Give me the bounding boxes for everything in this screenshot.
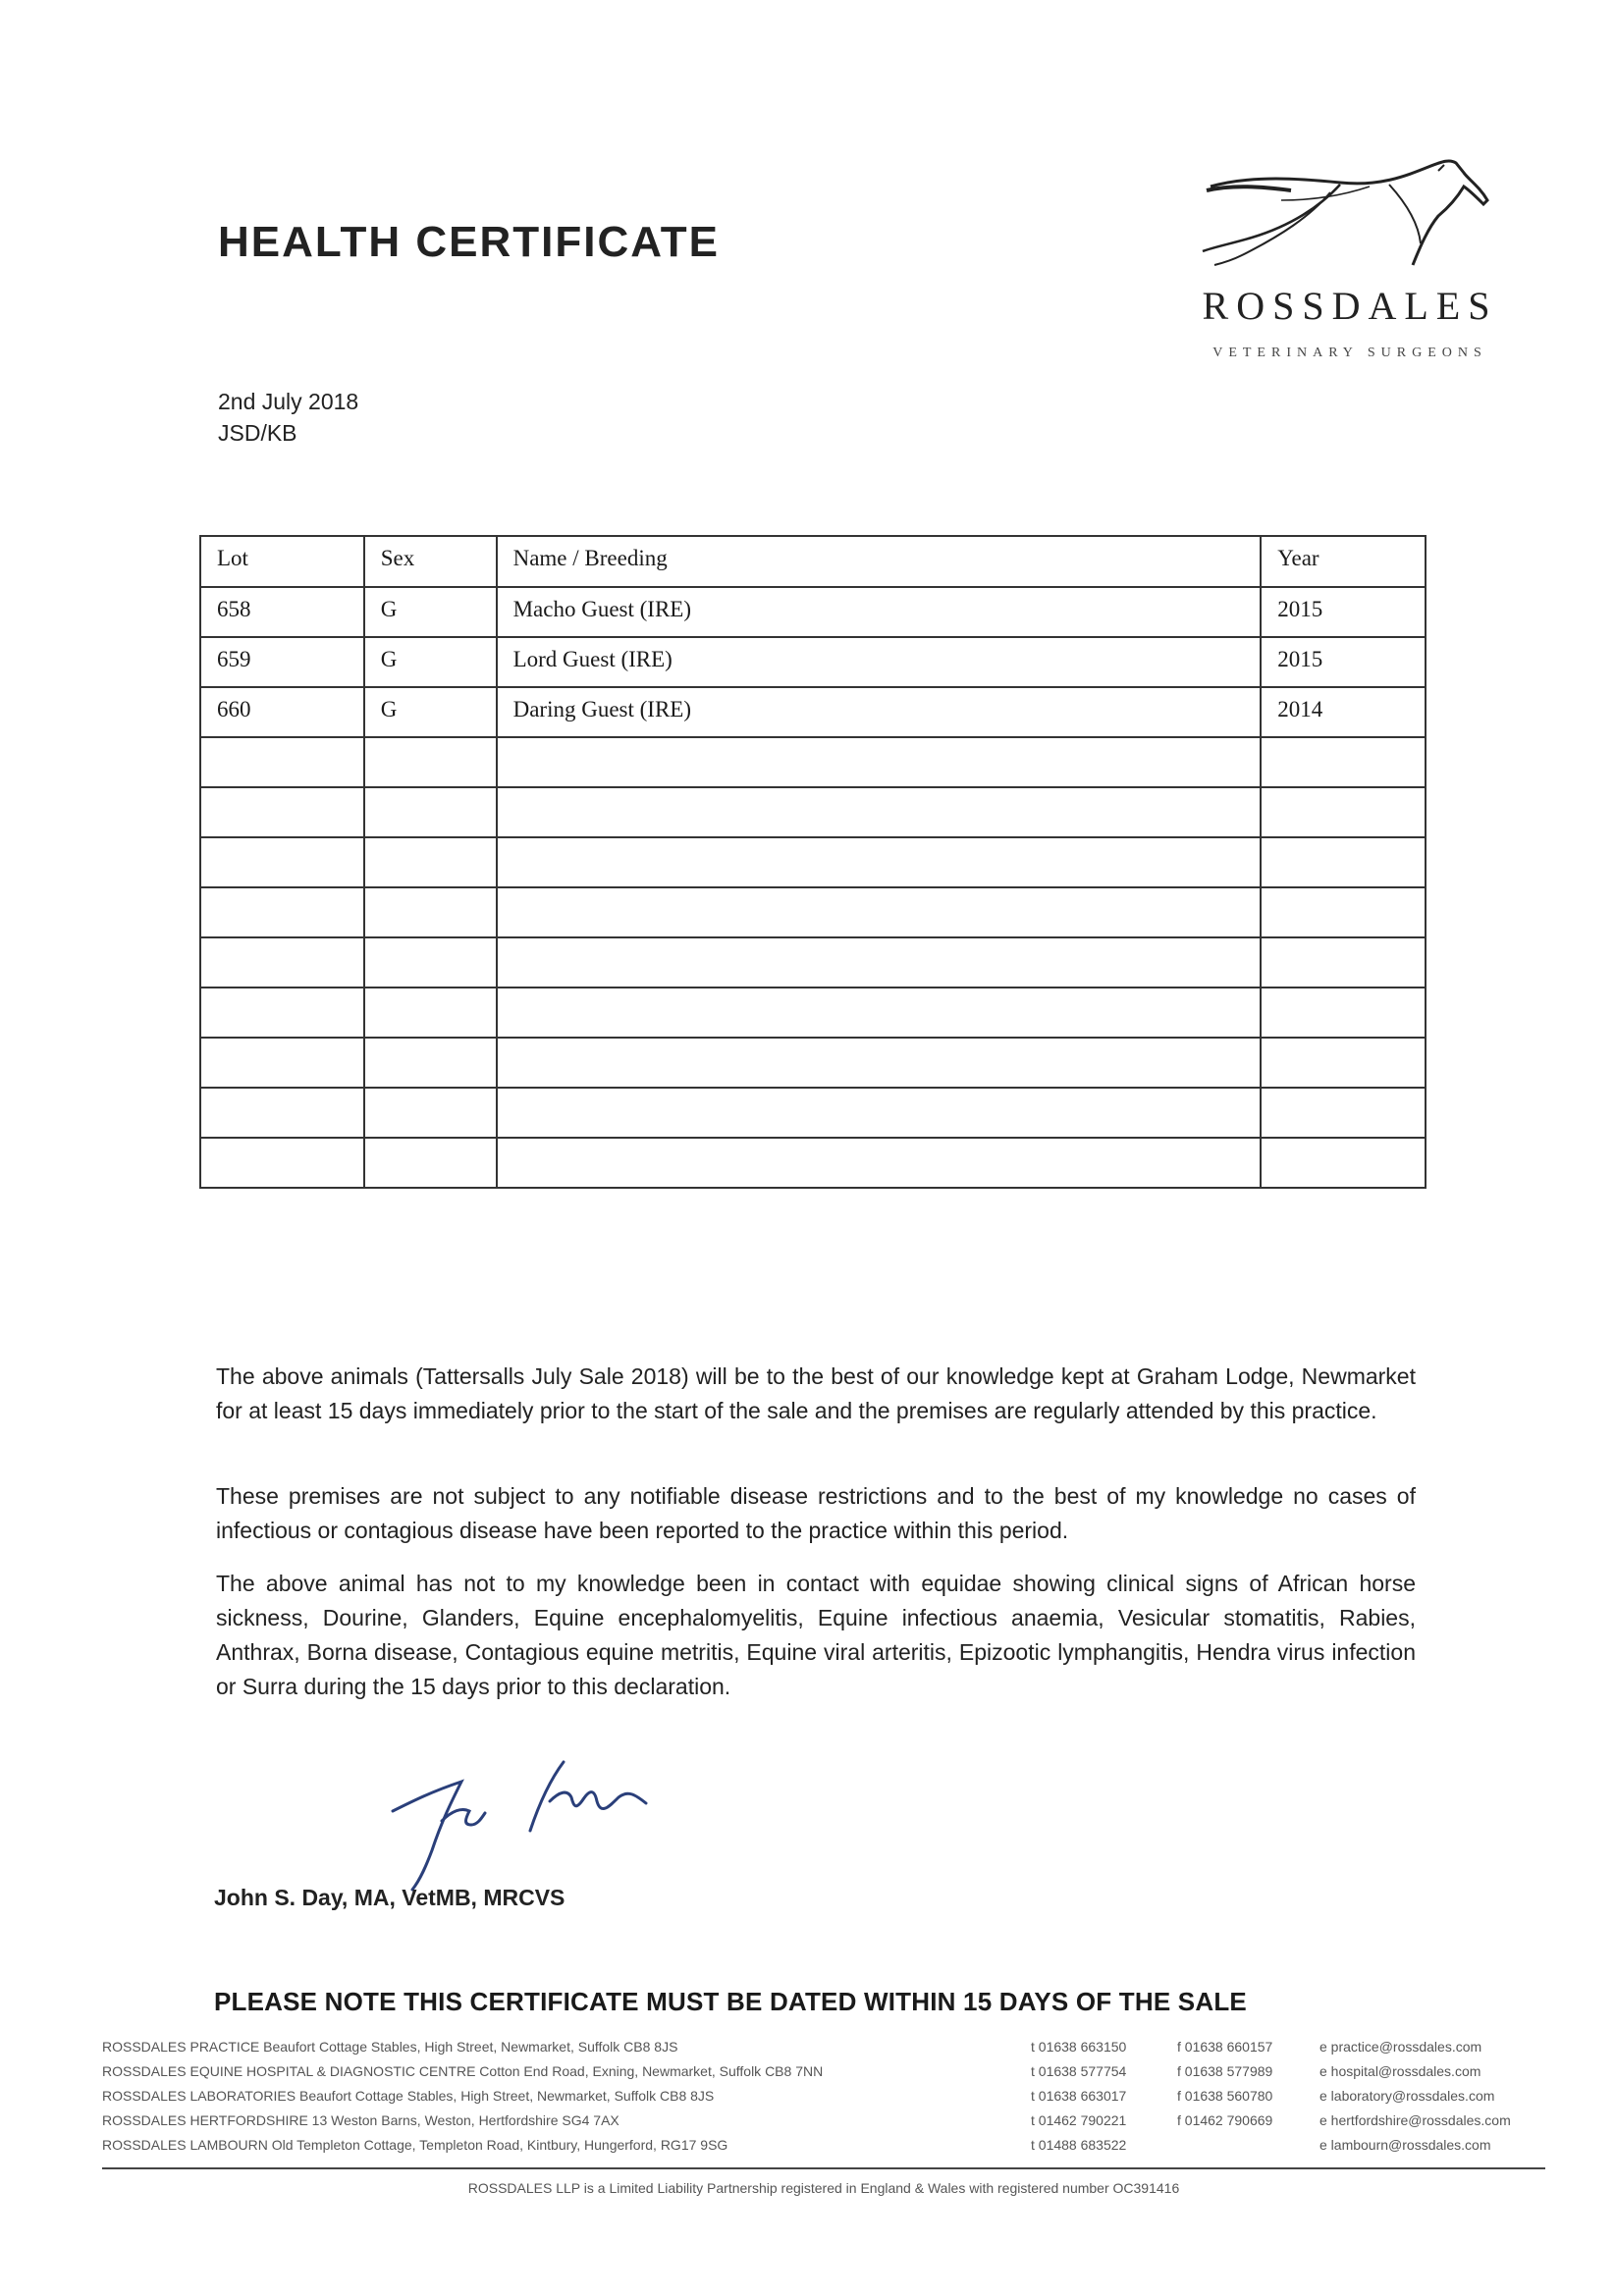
contact-fax: f 01462 790669 xyxy=(1177,2112,1273,2128)
contact-email: e practice@rossdales.com xyxy=(1319,2039,1482,2055)
legal-footer: ROSSDALES LLP is a Limited Liability Partnership registered in England & Wales with registered number OC391416 xyxy=(467,2180,1180,2196)
contact-telephone: t 01638 577754 xyxy=(1031,2063,1127,2079)
cell-year: 2014 xyxy=(1261,687,1426,737)
cell-name: Daring Guest (IRE) xyxy=(497,687,1262,737)
horse-logo-icon xyxy=(1193,157,1507,285)
cell-lot: 660 xyxy=(200,687,364,737)
header-name-breeding: Name / Breeding xyxy=(497,536,1262,587)
cell-year xyxy=(1261,988,1426,1038)
logo-wordmark: ROSSDALES xyxy=(1202,284,1498,328)
certificate-title: HEALTH CERTIFICATE xyxy=(218,218,720,266)
cell-sex: G xyxy=(364,587,497,637)
cell-year: 2015 xyxy=(1261,637,1426,687)
cell-sex xyxy=(364,1038,497,1088)
cell-lot xyxy=(200,737,364,787)
contact-row xyxy=(102,2063,1545,2088)
cell-lot: 658 xyxy=(200,587,364,637)
contact-telephone: t 01488 683522 xyxy=(1031,2137,1127,2153)
cell-lot xyxy=(200,837,364,887)
contact-address: ROSSDALES LAMBOURN Old Templeton Cottage, Templeton Road, Kintbury, Hungerford, RG17 9SG xyxy=(102,2137,728,2153)
contact-email: e hertfordshire@rossdales.com xyxy=(1319,2112,1511,2128)
contact-fax: f 01638 560780 xyxy=(1177,2088,1273,2104)
dating-notice: PLEASE NOTE THIS CERTIFICATE MUST BE DATED WITHIN 15 DAYS OF THE SALE xyxy=(214,1987,1247,2016)
footer-divider xyxy=(102,2167,1545,2169)
logo-subtitle: VETERINARY SURGEONS xyxy=(1212,346,1487,360)
cell-year xyxy=(1261,887,1426,937)
cell-sex: G xyxy=(364,637,497,687)
contact-list xyxy=(102,2039,1545,2162)
cell-sex xyxy=(364,937,497,988)
cell-lot: 659 xyxy=(200,637,364,687)
cell-year: 2015 xyxy=(1261,587,1426,637)
cell-lot xyxy=(200,787,364,837)
contact-telephone: t 01638 663150 xyxy=(1031,2039,1127,2055)
cell-sex xyxy=(364,737,497,787)
table-row xyxy=(200,1038,1426,1088)
contact-row xyxy=(102,2112,1545,2137)
contact-telephone: t 01638 663017 xyxy=(1031,2088,1127,2104)
cell-year xyxy=(1261,737,1426,787)
cell-lot xyxy=(200,1088,364,1138)
table-row xyxy=(200,1088,1426,1138)
cell-lot xyxy=(200,1138,364,1188)
declaration-paragraph-premises: The above animals (Tattersalls July Sale 2018) will be to the best of our knowledge kept at Graham Lodge, Newmarket for at least 15 days immediately prior to the start of the sale and the premises are regularly attended by this practice. xyxy=(216,1363,1416,1423)
cell-year xyxy=(1261,837,1426,887)
contact-address: ROSSDALES HERTFORDSHIRE 13 Weston Barns, Weston, Hertfordshire SG4 7AX xyxy=(102,2112,619,2128)
header-sex: Sex xyxy=(364,536,497,587)
contact-row xyxy=(102,2039,1545,2063)
table-row xyxy=(200,637,1426,687)
cell-year xyxy=(1261,937,1426,988)
cell-year xyxy=(1261,1038,1426,1088)
cell-lot xyxy=(200,1038,364,1088)
contact-telephone: t 01462 790221 xyxy=(1031,2112,1127,2128)
table-row xyxy=(200,587,1426,637)
cell-sex xyxy=(364,1088,497,1138)
table-row xyxy=(200,1138,1426,1188)
table-row xyxy=(200,887,1426,937)
declaration-paragraph-restrictions: These premises are not subject to any notifiable disease restrictions and to the best of my knowledge no cases of infectious or contagious disease have been reported to the practice within this period. xyxy=(216,1483,1416,1543)
cell-name: Lord Guest (IRE) xyxy=(497,637,1262,687)
cell-sex xyxy=(364,787,497,837)
signatory-name: John S. Day, MA, VetMB, MRCVS xyxy=(214,1885,565,1910)
contact-address: ROSSDALES EQUINE HOSPITAL & DIAGNOSTIC CENTRE Cotton End Road, Exning, Newmarket, Suffolk CB8 7NN xyxy=(102,2063,824,2079)
cell-sex xyxy=(364,988,497,1038)
cell-name: Macho Guest (IRE) xyxy=(497,587,1262,637)
cell-sex xyxy=(364,1138,497,1188)
cell-name xyxy=(497,787,1262,837)
cell-name xyxy=(497,887,1262,937)
table-row xyxy=(200,787,1426,837)
cell-year xyxy=(1261,1088,1426,1138)
cell-name xyxy=(497,1088,1262,1138)
rossdales-logo xyxy=(1193,157,1507,368)
contact-row xyxy=(102,2088,1545,2112)
contact-email: e laboratory@rossdales.com xyxy=(1319,2088,1495,2104)
table-row xyxy=(200,937,1426,988)
certificate-date: 2nd July 2018 xyxy=(218,389,359,414)
cell-year xyxy=(1261,787,1426,837)
contact-email: e hospital@rossdales.com xyxy=(1319,2063,1481,2079)
table-row xyxy=(200,737,1426,787)
declaration-paragraph-diseases: The above animal has not to my knowledge been in contact with equidae showing clinical signs of African horse sickness, Dourine, Glanders, Equine encephalomyelitis, Equine infectious anaemia, Vesicular stomatitis, Rabies, Anthrax, Borna disease, Contagious equine metritis, Equine viral arteritis, Epizootic lymphangitis, Hendra virus infection or Surra during the 15 days prior to this declaration. xyxy=(216,1571,1416,1699)
lots-table xyxy=(199,535,1427,1189)
cell-name xyxy=(497,837,1262,887)
cell-name xyxy=(497,1138,1262,1188)
contact-fax: f 01638 660157 xyxy=(1177,2039,1273,2055)
contact-email: e lambourn@rossdales.com xyxy=(1319,2137,1491,2153)
cell-sex: G xyxy=(364,687,497,737)
table-row xyxy=(200,988,1426,1038)
cell-sex xyxy=(364,837,497,887)
cell-sex xyxy=(364,887,497,937)
header-lot: Lot xyxy=(200,536,364,587)
cell-name xyxy=(497,1038,1262,1088)
cell-year xyxy=(1261,1138,1426,1188)
certificate-reference: JSD/KB xyxy=(218,420,297,446)
contact-address: ROSSDALES PRACTICE Beaufort Cottage Stables, High Street, Newmarket, Suffolk CB8 8JS xyxy=(102,2039,678,2055)
cell-lot xyxy=(200,937,364,988)
cell-lot xyxy=(200,988,364,1038)
contact-address: ROSSDALES LABORATORIES Beaufort Cottage Stables, High Street, Newmarket, Suffolk CB8 8JS xyxy=(102,2088,715,2104)
table-row xyxy=(200,687,1426,737)
header-year: Year xyxy=(1261,536,1426,587)
cell-lot xyxy=(200,887,364,937)
cell-name xyxy=(497,737,1262,787)
table-row xyxy=(200,837,1426,887)
cell-name xyxy=(497,937,1262,988)
contact-row xyxy=(102,2137,1545,2162)
cell-name xyxy=(497,988,1262,1038)
contact-fax: f 01638 577989 xyxy=(1177,2063,1273,2079)
table-header-row xyxy=(200,536,1426,587)
